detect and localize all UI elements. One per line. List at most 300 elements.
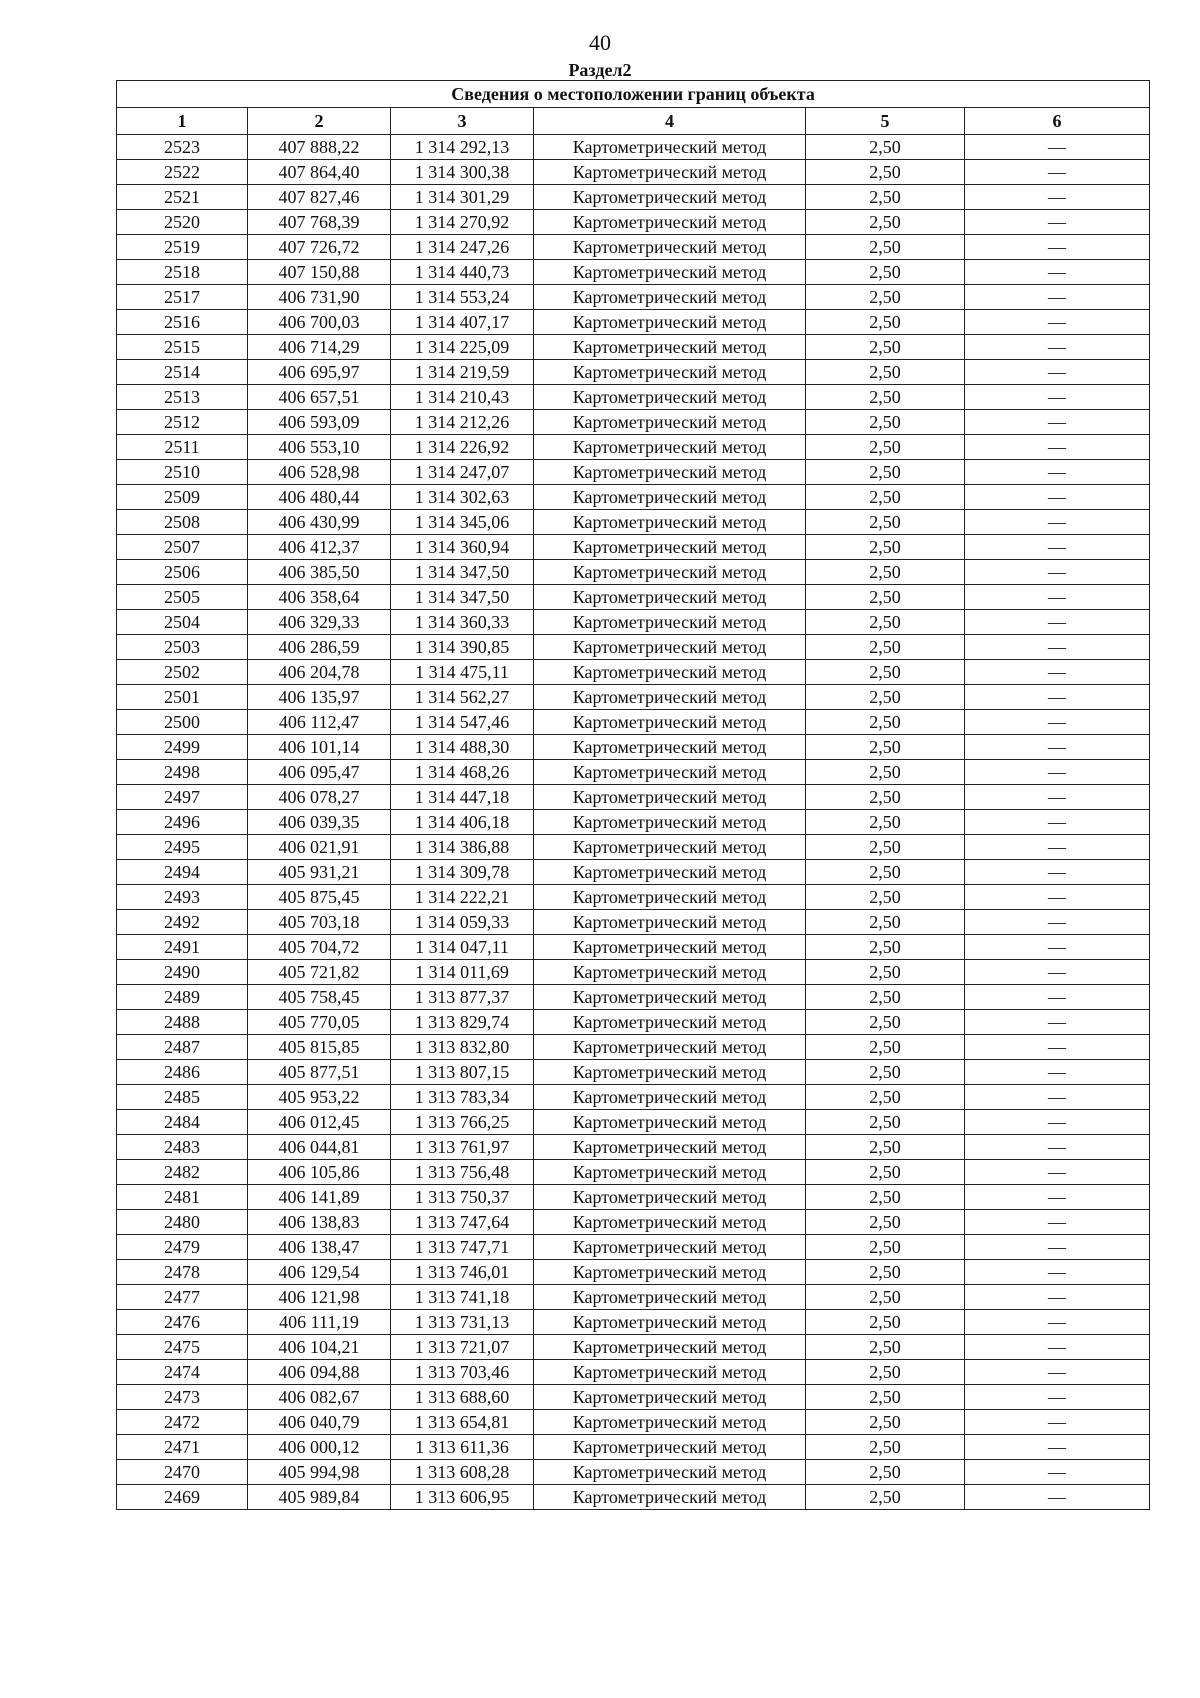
point-number-cell: 2516 xyxy=(117,310,248,335)
table-row xyxy=(117,435,1150,460)
point-number-cell: 2513 xyxy=(117,385,248,410)
table-row xyxy=(117,285,1150,310)
table-row xyxy=(117,760,1150,785)
y-coordinate-cell: 1 313 829,74 xyxy=(391,1010,534,1035)
table-row xyxy=(117,885,1150,910)
x-coordinate-cell: 406 111,19 xyxy=(248,1310,391,1335)
table-row xyxy=(117,1010,1150,1035)
y-coordinate-cell: 1 314 562,27 xyxy=(391,685,534,710)
point-number-cell: 2510 xyxy=(117,460,248,485)
table-row xyxy=(117,560,1150,585)
description-cell: — xyxy=(965,1335,1150,1360)
description-cell: — xyxy=(965,260,1150,285)
description-cell: — xyxy=(965,560,1150,585)
method-cell: Картометрический метод xyxy=(534,460,806,485)
description-cell: — xyxy=(965,785,1150,810)
description-cell: — xyxy=(965,1310,1150,1335)
x-coordinate-cell: 406 078,27 xyxy=(248,785,391,810)
y-coordinate-cell: 1 314 360,94 xyxy=(391,535,534,560)
description-cell: — xyxy=(965,460,1150,485)
accuracy-cell: 2,50 xyxy=(806,1310,965,1335)
table-row xyxy=(117,610,1150,635)
y-coordinate-cell: 1 313 746,01 xyxy=(391,1260,534,1285)
table-row xyxy=(117,385,1150,410)
accuracy-cell: 2,50 xyxy=(806,435,965,460)
description-cell: — xyxy=(965,1035,1150,1060)
description-cell: — xyxy=(965,135,1150,160)
point-number-cell: 2487 xyxy=(117,1035,248,1060)
y-coordinate-cell: 1 314 059,33 xyxy=(391,910,534,935)
accuracy-cell: 2,50 xyxy=(806,1485,965,1510)
y-coordinate-cell: 1 314 547,46 xyxy=(391,710,534,735)
description-cell: — xyxy=(965,960,1150,985)
point-number-cell: 2474 xyxy=(117,1360,248,1385)
description-cell: — xyxy=(965,385,1150,410)
accuracy-cell: 2,50 xyxy=(806,785,965,810)
description-cell: — xyxy=(965,1485,1150,1510)
x-coordinate-cell: 405 770,05 xyxy=(248,1010,391,1035)
x-coordinate-cell: 405 704,72 xyxy=(248,935,391,960)
accuracy-cell: 2,50 xyxy=(806,1185,965,1210)
y-coordinate-cell: 1 314 347,50 xyxy=(391,560,534,585)
y-coordinate-cell: 1 314 302,63 xyxy=(391,485,534,510)
point-number-cell: 2515 xyxy=(117,335,248,360)
y-coordinate-cell: 1 313 703,46 xyxy=(391,1360,534,1385)
table-row xyxy=(117,1460,1150,1485)
accuracy-cell: 2,50 xyxy=(806,460,965,485)
method-cell: Картометрический метод xyxy=(534,410,806,435)
point-number-cell: 2518 xyxy=(117,260,248,285)
y-coordinate-cell: 1 313 807,15 xyxy=(391,1060,534,1085)
description-cell: — xyxy=(965,685,1150,710)
accuracy-cell: 2,50 xyxy=(806,1360,965,1385)
method-cell: Картометрический метод xyxy=(534,1085,806,1110)
table-row xyxy=(117,1235,1150,1260)
y-coordinate-cell: 1 314 222,21 xyxy=(391,885,534,910)
column-number: 2 xyxy=(248,108,391,135)
method-cell: Картометрический метод xyxy=(534,1260,806,1285)
point-number-cell: 2505 xyxy=(117,585,248,610)
x-coordinate-cell: 406 700,03 xyxy=(248,310,391,335)
description-cell: — xyxy=(965,1410,1150,1435)
description-cell: — xyxy=(965,660,1150,685)
boundary-coordinates-table xyxy=(116,80,1150,1510)
method-cell: Картометрический метод xyxy=(534,260,806,285)
method-cell: Картометрический метод xyxy=(534,285,806,310)
description-cell: — xyxy=(965,435,1150,460)
table-row xyxy=(117,1035,1150,1060)
y-coordinate-cell: 1 313 606,95 xyxy=(391,1485,534,1510)
table-row xyxy=(117,185,1150,210)
method-cell: Картометрический метод xyxy=(534,360,806,385)
description-cell: — xyxy=(965,1260,1150,1285)
y-coordinate-cell: 1 314 226,92 xyxy=(391,435,534,460)
accuracy-cell: 2,50 xyxy=(806,560,965,585)
y-coordinate-cell: 1 313 747,71 xyxy=(391,1235,534,1260)
point-number-cell: 2523 xyxy=(117,135,248,160)
accuracy-cell: 2,50 xyxy=(806,1160,965,1185)
description-cell: — xyxy=(965,1285,1150,1310)
point-number-cell: 2501 xyxy=(117,685,248,710)
description-cell: — xyxy=(965,1110,1150,1135)
point-number-cell: 2471 xyxy=(117,1435,248,1460)
table-row xyxy=(117,835,1150,860)
table-row xyxy=(117,1060,1150,1085)
x-coordinate-cell: 407 726,72 xyxy=(248,235,391,260)
method-cell: Картометрический метод xyxy=(534,1060,806,1085)
x-coordinate-cell: 406 129,54 xyxy=(248,1260,391,1285)
description-cell: — xyxy=(965,185,1150,210)
table-row xyxy=(117,1185,1150,1210)
x-coordinate-cell: 406 731,90 xyxy=(248,285,391,310)
accuracy-cell: 2,50 xyxy=(806,1010,965,1035)
description-cell: — xyxy=(965,985,1150,1010)
x-coordinate-cell: 406 094,88 xyxy=(248,1360,391,1385)
x-coordinate-cell: 405 931,21 xyxy=(248,860,391,885)
y-coordinate-cell: 1 314 447,18 xyxy=(391,785,534,810)
column-number: 6 xyxy=(965,108,1150,135)
x-coordinate-cell: 406 329,33 xyxy=(248,610,391,635)
method-cell: Картометрический метод xyxy=(534,785,806,810)
y-coordinate-cell: 1 314 360,33 xyxy=(391,610,534,635)
description-cell: — xyxy=(965,1060,1150,1085)
point-number-cell: 2492 xyxy=(117,910,248,935)
y-coordinate-cell: 1 314 488,30 xyxy=(391,735,534,760)
table-row xyxy=(117,1360,1150,1385)
table-row xyxy=(117,1160,1150,1185)
accuracy-cell: 2,50 xyxy=(806,285,965,310)
y-coordinate-cell: 1 313 721,07 xyxy=(391,1335,534,1360)
y-coordinate-cell: 1 314 440,73 xyxy=(391,260,534,285)
description-cell: — xyxy=(965,860,1150,885)
x-coordinate-cell: 406 121,98 xyxy=(248,1285,391,1310)
method-cell: Картометрический метод xyxy=(534,685,806,710)
x-coordinate-cell: 407 150,88 xyxy=(248,260,391,285)
method-cell: Картометрический метод xyxy=(534,1010,806,1035)
method-cell: Картометрический метод xyxy=(534,710,806,735)
description-cell: — xyxy=(965,585,1150,610)
table-row xyxy=(117,635,1150,660)
column-number-row xyxy=(117,108,1150,135)
point-number-cell: 2480 xyxy=(117,1210,248,1235)
method-cell: Картометрический метод xyxy=(534,660,806,685)
x-coordinate-cell: 405 703,18 xyxy=(248,910,391,935)
point-number-cell: 2496 xyxy=(117,810,248,835)
x-coordinate-cell: 406 112,47 xyxy=(248,710,391,735)
method-cell: Картометрический метод xyxy=(534,1460,806,1485)
accuracy-cell: 2,50 xyxy=(806,1235,965,1260)
accuracy-cell: 2,50 xyxy=(806,1210,965,1235)
point-number-cell: 2484 xyxy=(117,1110,248,1135)
y-coordinate-cell: 1 314 406,18 xyxy=(391,810,534,835)
description-cell: — xyxy=(965,635,1150,660)
accuracy-cell: 2,50 xyxy=(806,1260,965,1285)
method-cell: Картометрический метод xyxy=(534,135,806,160)
table-row xyxy=(117,1410,1150,1435)
table-row xyxy=(117,1485,1150,1510)
point-number-cell: 2477 xyxy=(117,1285,248,1310)
x-coordinate-cell: 405 953,22 xyxy=(248,1085,391,1110)
y-coordinate-cell: 1 314 553,24 xyxy=(391,285,534,310)
y-coordinate-cell: 1 313 611,36 xyxy=(391,1435,534,1460)
table-row xyxy=(117,735,1150,760)
point-number-cell: 2479 xyxy=(117,1235,248,1260)
method-cell: Картометрический метод xyxy=(534,1385,806,1410)
table-row xyxy=(117,235,1150,260)
accuracy-cell: 2,50 xyxy=(806,1285,965,1310)
accuracy-cell: 2,50 xyxy=(806,235,965,260)
method-cell: Картометрический метод xyxy=(534,435,806,460)
accuracy-cell: 2,50 xyxy=(806,1135,965,1160)
x-coordinate-cell: 406 385,50 xyxy=(248,560,391,585)
x-coordinate-cell: 406 480,44 xyxy=(248,485,391,510)
description-cell: — xyxy=(965,910,1150,935)
description-cell: — xyxy=(965,360,1150,385)
y-coordinate-cell: 1 314 212,26 xyxy=(391,410,534,435)
x-coordinate-cell: 406 000,12 xyxy=(248,1435,391,1460)
section-title: Раздел2 xyxy=(568,60,632,80)
method-cell: Картометрический метод xyxy=(534,1435,806,1460)
point-number-cell: 2485 xyxy=(117,1085,248,1110)
table-row xyxy=(117,1435,1150,1460)
point-number-cell: 2489 xyxy=(117,985,248,1010)
method-cell: Картометрический метод xyxy=(534,1410,806,1435)
table-row xyxy=(117,935,1150,960)
y-coordinate-cell: 1 314 247,07 xyxy=(391,460,534,485)
description-cell: — xyxy=(965,1085,1150,1110)
point-number-cell: 2483 xyxy=(117,1135,248,1160)
table-row xyxy=(117,785,1150,810)
method-cell: Картометрический метод xyxy=(534,160,806,185)
table-row xyxy=(117,210,1150,235)
x-coordinate-cell: 406 286,59 xyxy=(248,635,391,660)
accuracy-cell: 2,50 xyxy=(806,185,965,210)
method-cell: Картометрический метод xyxy=(534,1135,806,1160)
description-cell: — xyxy=(965,310,1150,335)
description-cell: — xyxy=(965,760,1150,785)
point-number-cell: 2490 xyxy=(117,960,248,985)
y-coordinate-cell: 1 313 783,34 xyxy=(391,1085,534,1110)
method-cell: Картометрический метод xyxy=(534,960,806,985)
x-coordinate-cell: 405 989,84 xyxy=(248,1485,391,1510)
table-row xyxy=(117,860,1150,885)
accuracy-cell: 2,50 xyxy=(806,335,965,360)
point-number-cell: 2522 xyxy=(117,160,248,185)
point-number-cell: 2520 xyxy=(117,210,248,235)
point-number-cell: 2500 xyxy=(117,710,248,735)
accuracy-cell: 2,50 xyxy=(806,910,965,935)
y-coordinate-cell: 1 314 386,88 xyxy=(391,835,534,860)
x-coordinate-cell: 406 695,97 xyxy=(248,360,391,385)
method-cell: Картометрический метод xyxy=(534,185,806,210)
x-coordinate-cell: 406 135,97 xyxy=(248,685,391,710)
y-coordinate-cell: 1 314 347,50 xyxy=(391,585,534,610)
x-coordinate-cell: 405 875,45 xyxy=(248,885,391,910)
method-cell: Картометрический метод xyxy=(534,910,806,935)
point-number-cell: 2478 xyxy=(117,1260,248,1285)
table-row xyxy=(117,1385,1150,1410)
table-row xyxy=(117,135,1150,160)
y-coordinate-cell: 1 314 390,85 xyxy=(391,635,534,660)
x-coordinate-cell: 406 593,09 xyxy=(248,410,391,435)
table-caption: Сведения о местоположении границ объекта xyxy=(117,81,1150,108)
y-coordinate-cell: 1 314 247,26 xyxy=(391,235,534,260)
x-coordinate-cell: 407 827,46 xyxy=(248,185,391,210)
accuracy-cell: 2,50 xyxy=(806,1460,965,1485)
x-coordinate-cell: 406 714,29 xyxy=(248,335,391,360)
method-cell: Картометрический метод xyxy=(534,585,806,610)
column-number: 5 xyxy=(806,108,965,135)
y-coordinate-cell: 1 313 766,25 xyxy=(391,1110,534,1135)
method-cell: Картометрический метод xyxy=(534,1035,806,1060)
table-row xyxy=(117,960,1150,985)
table-row xyxy=(117,1260,1150,1285)
table-body xyxy=(117,135,1150,1510)
table-row xyxy=(117,535,1150,560)
method-cell: Картометрический метод xyxy=(534,310,806,335)
x-coordinate-cell: 406 138,83 xyxy=(248,1210,391,1235)
column-number: 1 xyxy=(117,108,248,135)
table-row xyxy=(117,660,1150,685)
table-row xyxy=(117,335,1150,360)
y-coordinate-cell: 1 314 292,13 xyxy=(391,135,534,160)
description-cell: — xyxy=(965,1385,1150,1410)
accuracy-cell: 2,50 xyxy=(806,1035,965,1060)
point-number-cell: 2514 xyxy=(117,360,248,385)
description-cell: — xyxy=(965,535,1150,560)
x-coordinate-cell: 406 358,64 xyxy=(248,585,391,610)
point-number-cell: 2498 xyxy=(117,760,248,785)
accuracy-cell: 2,50 xyxy=(806,585,965,610)
x-coordinate-cell: 406 141,89 xyxy=(248,1185,391,1210)
accuracy-cell: 2,50 xyxy=(806,810,965,835)
point-number-cell: 2481 xyxy=(117,1185,248,1210)
x-coordinate-cell: 406 021,91 xyxy=(248,835,391,860)
point-number-cell: 2491 xyxy=(117,935,248,960)
method-cell: Картометрический метод xyxy=(534,885,806,910)
table-row xyxy=(117,710,1150,735)
x-coordinate-cell: 406 101,14 xyxy=(248,735,391,760)
y-coordinate-cell: 1 313 747,64 xyxy=(391,1210,534,1235)
page-number: 40 xyxy=(589,30,611,55)
y-coordinate-cell: 1 313 608,28 xyxy=(391,1460,534,1485)
accuracy-cell: 2,50 xyxy=(806,685,965,710)
description-cell: — xyxy=(965,1185,1150,1210)
method-cell: Картометрический метод xyxy=(534,1310,806,1335)
point-number-cell: 2504 xyxy=(117,610,248,635)
table-row xyxy=(117,510,1150,535)
table-row xyxy=(117,1285,1150,1310)
y-coordinate-cell: 1 313 741,18 xyxy=(391,1285,534,1310)
method-cell: Картометрический метод xyxy=(534,1110,806,1135)
table-row xyxy=(117,1085,1150,1110)
accuracy-cell: 2,50 xyxy=(806,535,965,560)
point-number-cell: 2475 xyxy=(117,1335,248,1360)
method-cell: Картометрический метод xyxy=(534,560,806,585)
method-cell: Картометрический метод xyxy=(534,860,806,885)
column-number: 3 xyxy=(391,108,534,135)
point-number-cell: 2499 xyxy=(117,735,248,760)
table-row xyxy=(117,585,1150,610)
accuracy-cell: 2,50 xyxy=(806,735,965,760)
point-number-cell: 2469 xyxy=(117,1485,248,1510)
table-caption-row xyxy=(117,81,1150,108)
table-row xyxy=(117,1335,1150,1360)
point-number-cell: 2503 xyxy=(117,635,248,660)
y-coordinate-cell: 1 313 731,13 xyxy=(391,1310,534,1335)
method-cell: Картометрический метод xyxy=(534,1185,806,1210)
y-coordinate-cell: 1 313 832,80 xyxy=(391,1035,534,1060)
y-coordinate-cell: 1 313 761,97 xyxy=(391,1135,534,1160)
x-coordinate-cell: 406 412,37 xyxy=(248,535,391,560)
y-coordinate-cell: 1 313 877,37 xyxy=(391,985,534,1010)
method-cell: Картометрический метод xyxy=(534,1210,806,1235)
table-row xyxy=(117,1210,1150,1235)
table-row xyxy=(117,1135,1150,1160)
x-coordinate-cell: 406 204,78 xyxy=(248,660,391,685)
x-coordinate-cell: 405 994,98 xyxy=(248,1460,391,1485)
description-cell: — xyxy=(965,485,1150,510)
table-row xyxy=(117,1310,1150,1335)
x-coordinate-cell: 407 888,22 xyxy=(248,135,391,160)
point-number-cell: 2509 xyxy=(117,485,248,510)
table-row xyxy=(117,360,1150,385)
y-coordinate-cell: 1 314 468,26 xyxy=(391,760,534,785)
accuracy-cell: 2,50 xyxy=(806,960,965,985)
y-coordinate-cell: 1 314 309,78 xyxy=(391,860,534,885)
point-number-cell: 2493 xyxy=(117,885,248,910)
accuracy-cell: 2,50 xyxy=(806,410,965,435)
column-number: 4 xyxy=(534,108,806,135)
point-number-cell: 2470 xyxy=(117,1460,248,1485)
accuracy-cell: 2,50 xyxy=(806,485,965,510)
description-cell: — xyxy=(965,1360,1150,1385)
point-number-cell: 2511 xyxy=(117,435,248,460)
y-coordinate-cell: 1 314 011,69 xyxy=(391,960,534,985)
description-cell: — xyxy=(965,410,1150,435)
method-cell: Картометрический метод xyxy=(534,735,806,760)
table-row xyxy=(117,310,1150,335)
description-cell: — xyxy=(965,160,1150,185)
description-cell: — xyxy=(965,1160,1150,1185)
description-cell: — xyxy=(965,235,1150,260)
table-row xyxy=(117,485,1150,510)
point-number-cell: 2507 xyxy=(117,535,248,560)
x-coordinate-cell: 406 044,81 xyxy=(248,1135,391,1160)
method-cell: Картометрический метод xyxy=(534,1360,806,1385)
x-coordinate-cell: 406 657,51 xyxy=(248,385,391,410)
y-coordinate-cell: 1 314 210,43 xyxy=(391,385,534,410)
point-number-cell: 2521 xyxy=(117,185,248,210)
description-cell: — xyxy=(965,1135,1150,1160)
method-cell: Картометрический метод xyxy=(534,1485,806,1510)
accuracy-cell: 2,50 xyxy=(806,260,965,285)
x-coordinate-cell: 405 721,82 xyxy=(248,960,391,985)
y-coordinate-cell: 1 314 300,38 xyxy=(391,160,534,185)
method-cell: Картометрический метод xyxy=(534,1335,806,1360)
y-coordinate-cell: 1 313 654,81 xyxy=(391,1410,534,1435)
x-coordinate-cell: 406 528,98 xyxy=(248,460,391,485)
point-number-cell: 2519 xyxy=(117,235,248,260)
accuracy-cell: 2,50 xyxy=(806,760,965,785)
accuracy-cell: 2,50 xyxy=(806,885,965,910)
accuracy-cell: 2,50 xyxy=(806,385,965,410)
method-cell: Картометрический метод xyxy=(534,810,806,835)
description-cell: — xyxy=(965,835,1150,860)
accuracy-cell: 2,50 xyxy=(806,985,965,1010)
x-coordinate-cell: 406 105,86 xyxy=(248,1160,391,1185)
description-cell: — xyxy=(965,1460,1150,1485)
